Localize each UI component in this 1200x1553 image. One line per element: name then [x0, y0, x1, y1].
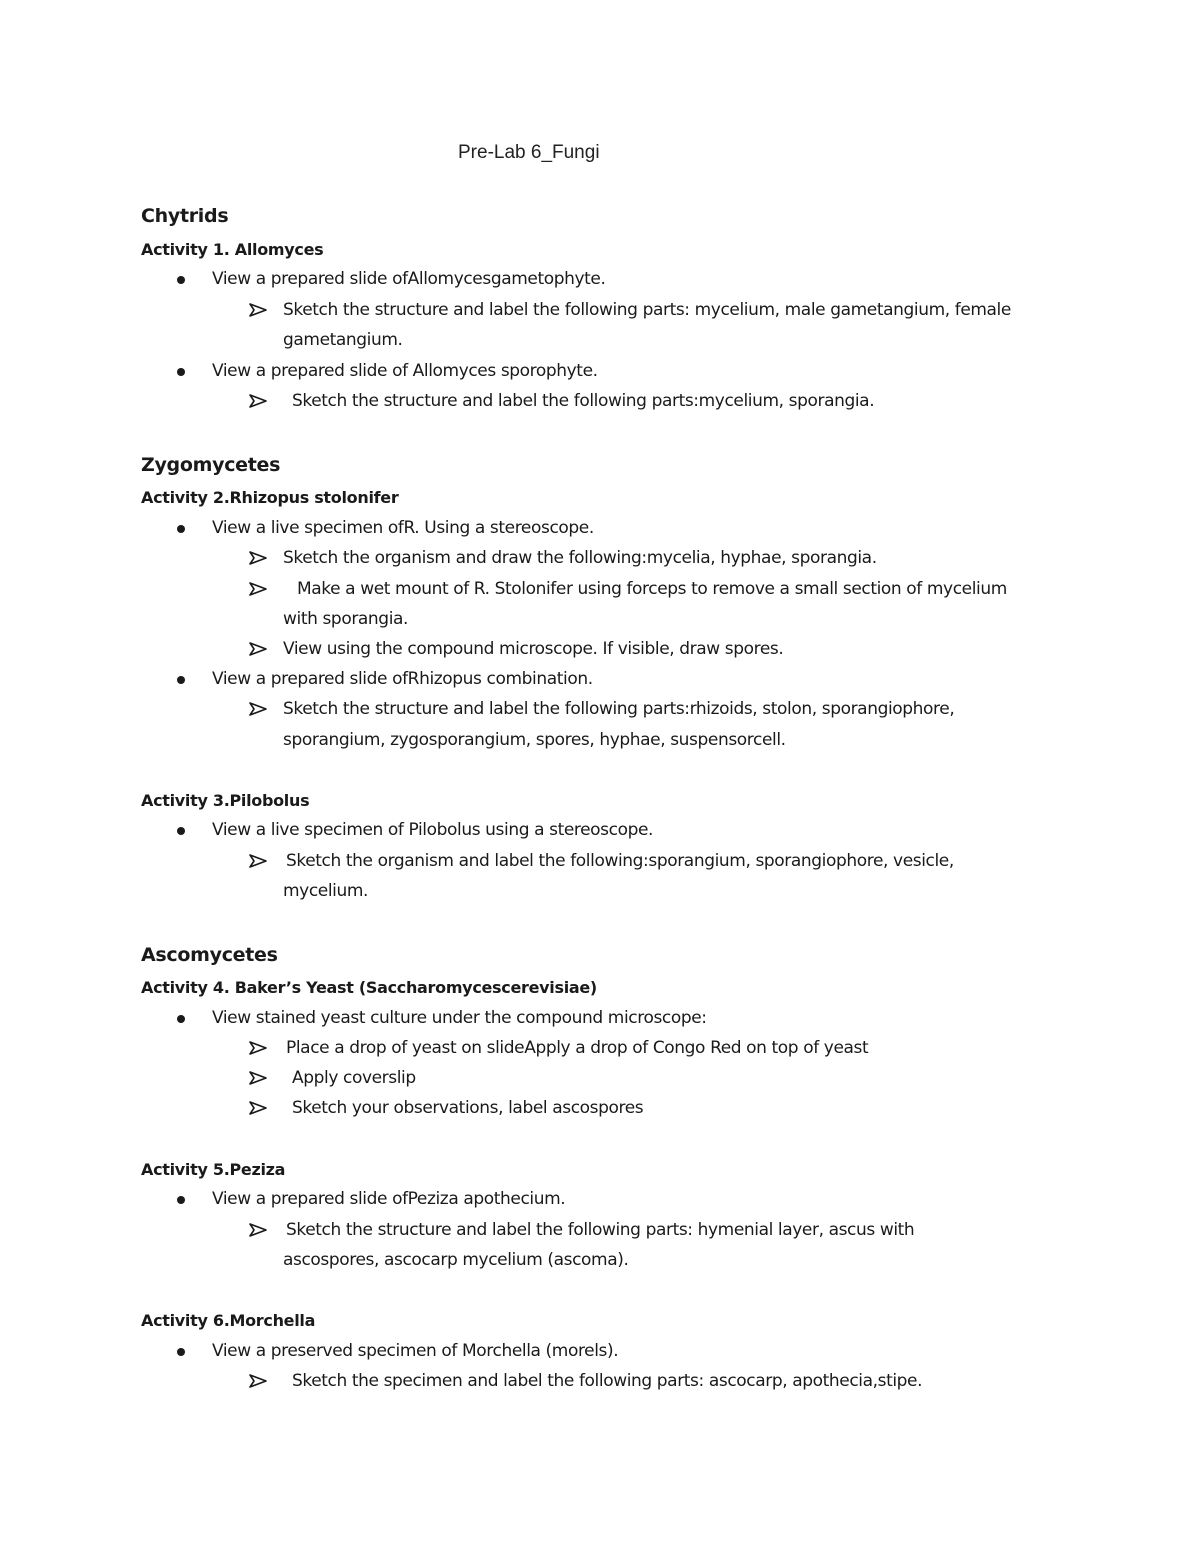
- arrowhead-bullet-icon: [249, 394, 267, 408]
- sub-list-item-continuation: gametangium.: [283, 330, 403, 350]
- list-item: View a prepared slide ofAllomycesgametophyte.: [212, 269, 606, 289]
- arrowhead-bullet-icon: [249, 1041, 267, 1055]
- sub-list-item: Sketch the structure and label the following parts: mycelium, male gametangium, female: [283, 300, 1011, 320]
- bullet-icon: [177, 525, 185, 533]
- arrowhead-bullet-icon: [249, 1374, 267, 1388]
- sub-list-item: Sketch the organism and label the following:sporangium, sporangiophore, vesicle,: [286, 851, 954, 871]
- sub-list-item: Make a wet mount of R. Stolonifer using forceps to remove a small section of mycelium: [297, 579, 1007, 599]
- activity-heading-2: Activity 2.Rhizopus stolonifer: [141, 488, 399, 507]
- list-item: View a live specimen ofR. Using a stereoscope.: [212, 518, 594, 538]
- bullet-icon: [177, 276, 185, 284]
- arrowhead-bullet-icon: [249, 551, 267, 565]
- list-item: View a prepared slide ofPeziza apothecium.: [212, 1189, 566, 1209]
- bullet-icon: [177, 827, 185, 835]
- bullet-icon: [177, 1348, 185, 1356]
- arrowhead-bullet-icon: [249, 582, 267, 596]
- sub-list-item: Sketch the specimen and label the following parts: ascocarp, apothecia,stipe.: [292, 1371, 923, 1391]
- bullet-icon: [177, 676, 185, 684]
- section-heading-chytrids: Chytrids: [141, 205, 229, 227]
- page-title: Pre-Lab 6_Fungi: [458, 142, 600, 163]
- arrowhead-bullet-icon: [249, 1223, 267, 1237]
- list-item: View a live specimen of Pilobolus using a stereoscope.: [212, 820, 654, 840]
- sub-list-item: Place a drop of yeast on slideApply a drop of Congo Red on top of yeast: [286, 1038, 869, 1058]
- sub-list-item: Sketch your observations, label ascospores: [292, 1098, 644, 1118]
- sub-list-item-continuation: sporangium, zygosporangium, spores, hyphae, suspensorcell.: [283, 730, 786, 750]
- arrowhead-bullet-icon: [249, 1071, 267, 1085]
- activity-heading-5: Activity 5.Peziza: [141, 1160, 286, 1179]
- arrowhead-bullet-icon: [249, 702, 267, 716]
- sub-list-item-continuation: ascospores, ascocarp mycelium (ascoma).: [283, 1250, 629, 1270]
- bullet-icon: [177, 1015, 185, 1023]
- arrowhead-bullet-icon: [249, 303, 267, 317]
- sub-list-item: Sketch the structure and label the following parts:rhizoids, stolon, sporangiophore,: [283, 699, 955, 719]
- sub-list-item: View using the compound microscope. If visible, draw spores.: [283, 639, 784, 659]
- sub-list-item: Sketch the organism and draw the following:mycelia, hyphae, sporangia.: [283, 548, 877, 568]
- section-heading-ascomycetes: Ascomycetes: [141, 944, 278, 966]
- sub-list-item: Sketch the structure and label the following parts:mycelium, sporangia.: [292, 391, 875, 411]
- list-item: View stained yeast culture under the compound microscope:: [212, 1008, 707, 1028]
- activity-heading-3: Activity 3.Pilobolus: [141, 791, 310, 810]
- list-item: View a prepared slide of Allomyces sporophyte.: [212, 361, 598, 381]
- sub-list-item-continuation: with sporangia.: [283, 609, 409, 629]
- arrowhead-bullet-icon: [249, 854, 267, 868]
- bullet-icon: [177, 1196, 185, 1204]
- sub-list-item: Sketch the structure and label the following parts: hymenial layer, ascus with: [286, 1220, 915, 1240]
- activity-heading-1: Activity 1. Allomyces: [141, 240, 324, 259]
- activity-heading-4: Activity 4. Baker’s Yeast (Saccharomycescerevisiae): [141, 978, 597, 997]
- section-heading-zygomycetes: Zygomycetes: [141, 454, 281, 476]
- list-item: View a prepared slide ofRhizopus combination.: [212, 669, 593, 689]
- arrowhead-bullet-icon: [249, 1101, 267, 1115]
- sub-list-item: Apply coverslip: [292, 1068, 416, 1088]
- list-item: View a preserved specimen of Morchella (morels).: [212, 1341, 619, 1361]
- activity-heading-6: Activity 6.Morchella: [141, 1311, 316, 1330]
- bullet-icon: [177, 368, 185, 376]
- arrowhead-bullet-icon: [249, 642, 267, 656]
- sub-list-item-continuation: mycelium.: [283, 881, 369, 901]
